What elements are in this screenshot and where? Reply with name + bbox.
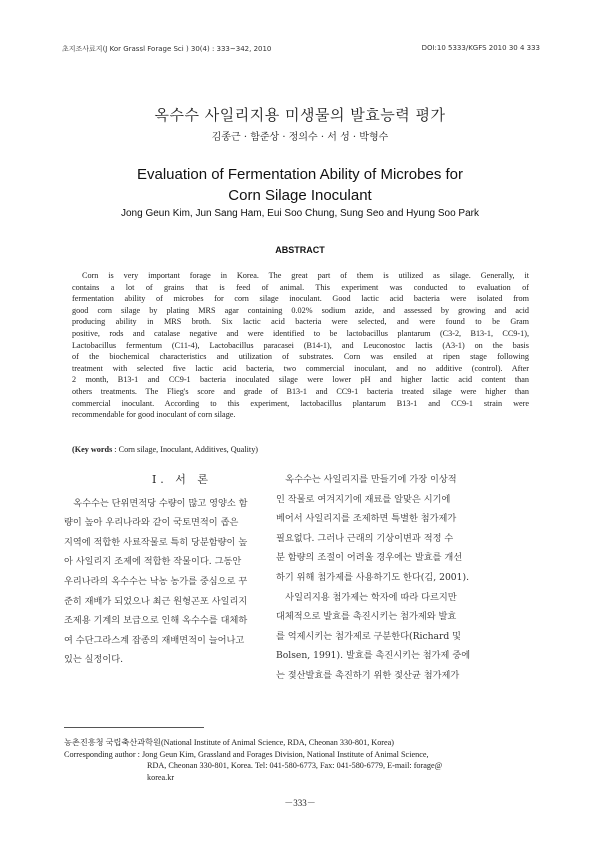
body-line: 준히 재배가 되었으나 최근 원형곤포 사일리지: [64, 595, 248, 607]
english-title-line-1: Evaluation of Fermentation Ability of Microbes for: [137, 166, 463, 183]
body-line: 대체적으로 발효를 촉진시키는 첨가제와 발효: [276, 611, 457, 623]
contact-line: RDA, Cheonan 330-801, Korea. Tel: 041-580-6773, Fax: 041-580-6779, E-mail: forage@: [147, 761, 443, 770]
abstract-line: good corn silage by plating MRS agar containing 0.02% sodium azide, and assessed by growing and acid: [72, 305, 529, 315]
korean-authors: 김종근 · 함준상 · 정의수 · 서 성 · 박형수: [211, 132, 389, 143]
body-line: 는 젖산발효를 촉진하기 위한 젖산균 첨가제가: [276, 669, 460, 681]
body-line: Bolsen, 1991). 발효를 촉진시키는 첨가제 중에: [276, 650, 471, 662]
journal-citation: 초지조사료지(J Kor Grassl Forage Sci ) 30(4) : 333~342, 2010: [62, 45, 272, 53]
body-line: 분 함량의 조절이 어려울 경우에는 발효를 개선: [276, 552, 463, 564]
section-heading-introduction: Ⅰ. 서 론: [151, 473, 213, 486]
korean-title: 옥수수 사일리지용 미생물의 발효능력 평가: [154, 106, 446, 124]
abstract-line: recommendable for good inoculant of corn silage.: [72, 410, 236, 420]
body-line: 필요없다. 그러나 근래의 기상이변과 적정 수: [276, 532, 454, 544]
body-line: 조제용 기계의 보급으로 인해 옥수수를 대체하: [64, 615, 248, 627]
keywords: [72, 445, 258, 454]
body-line: 사일리지용 첨가제는 학자에 따라 다르지만: [276, 591, 457, 603]
body-line: 있는 실정이다.: [64, 654, 124, 666]
affiliation-line: 농촌진흥청 국립축산과학원(National Institute of Animal Science, RDA, Cheonan 330-801, Korea): [64, 738, 395, 747]
keywords-text: : Corn silage, Inoculant, Additives, Quality): [112, 445, 259, 454]
abstract-line: producing ability in MRS broth. Six lactic acid bacteria were selected, and were found to be Gram: [72, 317, 529, 327]
body-line: 옥수수는 사일리지를 만들기에 가장 이상적: [276, 474, 457, 485]
body-line: 베어서 사일리지를 조제하면 특별한 첨가제가: [276, 513, 457, 525]
abstract-line: of the biochemical characteristics and utilization of substrates. Corn was ensiled at ripen stage following: [72, 352, 529, 362]
abstract-line: Lactobacillus fermentum (C11-4), Lactobacillus paracasei (B14-1), and Leuconostoc lactis (A3-1) on the basis: [72, 340, 529, 350]
abstract-line: 2 month, B13-1 and CC9-1 bacteria inoculated silage were lower pH and higher lactic acid content than: [72, 375, 529, 385]
intro-right-column: [276, 470, 516, 686]
corresponding-author-line: Corresponding author : Jong Geun Kim, Grassland and Forages Division, National Institute of Animal Science,: [64, 749, 429, 759]
body-line: 인 작물로 여겨지기에 재료를 알맞은 시기에: [276, 493, 451, 505]
body-line: 아 사일리지 조제에 적합한 작물이다. 그동안: [64, 556, 242, 568]
page-number: －333－: [284, 798, 316, 808]
abstract-body: [72, 270, 529, 421]
body-line: 우리나라의 옥수수는 낙농 농가를 중심으로 꾸: [64, 575, 248, 587]
english-title: [0, 164, 600, 206]
keywords-label: (Key words: [72, 445, 113, 454]
abstract-line: fermentation ability of microbes for corn silage inoculant. Good lactic acid bacteria were isolated from: [72, 294, 529, 304]
intro-left-column: [64, 470, 300, 670]
body-line: 옥수수는 단위면적당 수량이 많고 영양소 함: [64, 497, 248, 509]
abstract-line: positive, rods and catalase negative and were identified to be lactobacillus plantarum (C3-2, B13-1, CC9-1),: [72, 328, 529, 338]
abstract-heading: ABSTRACT: [275, 245, 325, 255]
doi: DOI:10 5333/KGFS 2010 30 4 333: [421, 44, 540, 52]
body-line: 하기 위해 첨가제를 사용하기도 한다(김, 2001).: [276, 571, 469, 583]
contact-line: korea.kr: [147, 772, 175, 782]
english-authors: Jong Geun Kim, Jun Sang Ham, Eui Soo Chung, Sung Seo and Hyung Soo Park: [121, 208, 479, 219]
footnote-divider: [64, 727, 204, 728]
body-line: 지역에 적합한 사료작물로 특히 당분함량이 높: [64, 536, 248, 548]
abstract-line: others treatments. The Flieg's score and grade of B13-1 and CC9-1 bacteria treated silage were higher than: [72, 386, 529, 396]
abstract-line: Corn is very important forage in Korea. The great part of them is utilized as silage. Generally, it: [82, 271, 529, 280]
footnote: [64, 737, 442, 783]
abstract-line: commercial inoculant. According to this experiment, lactobacillus plantarum B13-1 and CC9-1 strain were: [72, 398, 529, 408]
abstract-line: treatment with selected five lactic acid bacteria, two commercial inoculant, and no additive (control). After: [72, 363, 529, 373]
english-title-line-2: Corn Silage Inoculant: [228, 187, 372, 204]
abstract-line: contains a lot of grains that is feed of animal. This experiment was conducted to evaluation of: [72, 282, 529, 292]
body-line: 량이 높아 우리나라와 같이 국토면적이 좁은: [64, 517, 239, 529]
body-line: 여 수단그라스계 잡종의 재배면적이 늘어나고: [64, 634, 245, 646]
body-line: 를 억제시키는 첨가제로 구분한다(Richard 및: [276, 630, 462, 642]
